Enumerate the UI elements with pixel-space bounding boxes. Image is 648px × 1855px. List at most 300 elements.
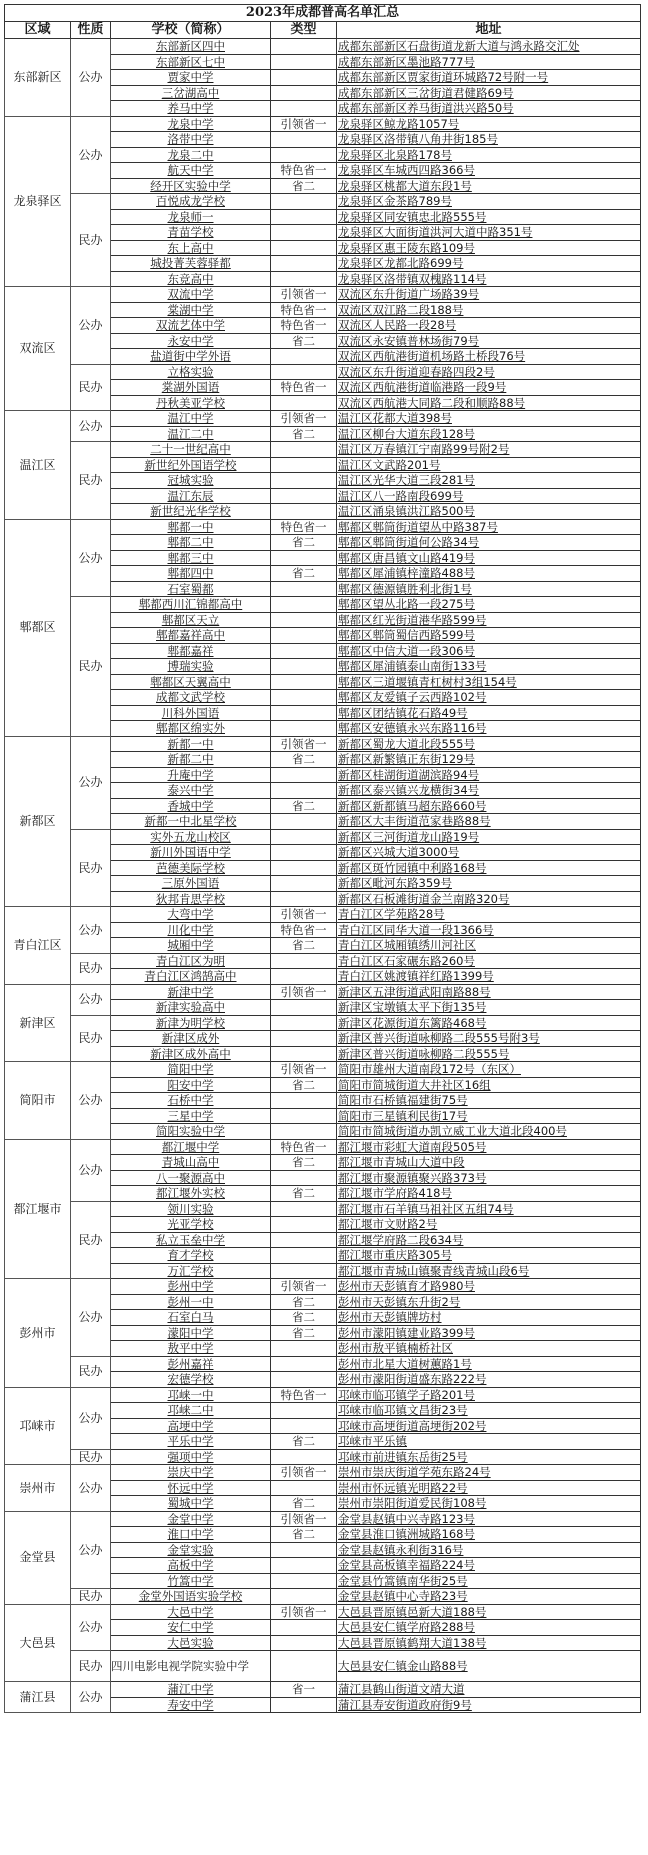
table-row — [5, 1387, 641, 1403]
school-level-cell — [271, 597, 337, 613]
school-name-cell: 三星中学 — [111, 1108, 271, 1124]
school-level-cell — [271, 1124, 337, 1140]
nature-cell: 公办 — [71, 116, 111, 194]
school-level-cell: 引领省一 — [271, 411, 337, 427]
title-row — [5, 5, 641, 22]
table-row — [5, 597, 641, 613]
school-address-cell: 新都区蜀龙大道北段555号 — [337, 736, 641, 752]
school-address-cell: 都江堰市彩虹大道南段505号 — [337, 1139, 641, 1155]
school-address-cell: 新津区花源街道东篱路468号 — [337, 1015, 641, 1031]
school-address-cell: 成都东部新区贾家街道环城路72号附一号 — [337, 70, 641, 86]
table-row — [5, 1279, 641, 1295]
school-level-cell — [271, 1635, 337, 1651]
school-address-cell: 新津区五津街道武阳南路88号 — [337, 984, 641, 1000]
school-level-cell — [271, 690, 337, 706]
school-name-cell: 新都二中 — [111, 752, 271, 768]
school-level-cell: 特色省一 — [271, 1387, 337, 1403]
school-level-cell — [271, 1542, 337, 1558]
school-level-cell — [271, 814, 337, 830]
school-level-cell — [271, 1480, 337, 1496]
school-level-cell — [271, 1558, 337, 1574]
school-address-cell: 大邑县安仁镇学府路288号 — [337, 1620, 641, 1636]
school-name-cell: 新世纪光华学校 — [111, 504, 271, 520]
school-level-cell: 省二 — [271, 566, 337, 582]
school-name-cell: 博瑞实验 — [111, 659, 271, 675]
school-name-cell: 私立玉垒中学 — [111, 1232, 271, 1248]
school-name-cell: 永安中学 — [111, 333, 271, 349]
school-address-cell: 新津区宝墩镇太平下街135号 — [337, 1000, 641, 1016]
nature-cell: 公办 — [71, 1062, 111, 1140]
school-name-cell: 郫都区天立 — [111, 612, 271, 628]
school-name-cell: 双流中学 — [111, 287, 271, 303]
district-cell: 青白江区 — [5, 907, 71, 985]
school-level-cell — [271, 1031, 337, 1047]
nature-cell: 民办 — [71, 442, 111, 520]
school-address-cell: 温江区文武路201号 — [337, 457, 641, 473]
school-level-cell — [271, 659, 337, 675]
school-name-cell: 新世纪外国语学校 — [111, 457, 271, 473]
table-row — [5, 1139, 641, 1155]
school-name-cell: 石桥中学 — [111, 1093, 271, 1109]
school-address-cell: 新津区普兴街道咏柳路二段555号 — [337, 1046, 641, 1062]
school-name-cell: 青城山高中 — [111, 1155, 271, 1171]
nature-cell: 公办 — [71, 736, 111, 829]
school-name-cell: 彭州嘉祥 — [111, 1356, 271, 1372]
school-level-cell — [271, 953, 337, 969]
school-address-cell: 邛崃市高埂街道高埂街202号 — [337, 1418, 641, 1434]
school-level-cell — [271, 473, 337, 489]
school-address-cell: 新都区大丰街道范家巷路88号 — [337, 814, 641, 830]
school-level-cell — [271, 256, 337, 272]
school-name-cell: 濛阳中学 — [111, 1325, 271, 1341]
school-address-cell: 简阳市简城街道办凯立威工业大道北段400号 — [337, 1124, 641, 1140]
school-level-cell — [271, 721, 337, 737]
table-row — [5, 1201, 641, 1217]
nature-cell: 民办 — [71, 829, 111, 907]
school-name-cell: 青苗学校 — [111, 225, 271, 241]
district-cell: 双流区 — [5, 287, 71, 411]
school-address-cell: 郫都区郫筒蜀信西路599号 — [337, 628, 641, 644]
table-row — [5, 364, 641, 380]
school-address-cell: 龙泉驿区洛带镇双槐路114号 — [337, 271, 641, 287]
school-level-cell: 引领省一 — [271, 984, 337, 1000]
district-cell: 邛崃市 — [5, 1387, 71, 1465]
school-address-cell: 彭州市濛阳街道盛东路222号 — [337, 1372, 641, 1388]
school-name-cell: 郫都区绵实外 — [111, 721, 271, 737]
nature-cell: 公办 — [71, 907, 111, 954]
school-name-cell: 百悦成龙学校 — [111, 194, 271, 210]
school-name-cell: 二十一世纪高中 — [111, 442, 271, 458]
district-cell: 大邑县 — [5, 1604, 71, 1682]
school-level-cell: 省二 — [271, 535, 337, 551]
school-level-cell — [271, 860, 337, 876]
school-level-cell — [271, 1418, 337, 1434]
district-cell: 新都区 — [5, 736, 71, 907]
school-name-cell: 光亚学校 — [111, 1217, 271, 1233]
school-name-cell: 育才学校 — [111, 1248, 271, 1264]
district-cell: 彭州市 — [5, 1279, 71, 1388]
school-address-cell: 崇州市崇阳街道爱民街108号 — [337, 1496, 641, 1512]
school-level-cell — [271, 1232, 337, 1248]
table-row — [5, 907, 641, 923]
district-cell: 都江堰市 — [5, 1139, 71, 1279]
school-level-cell — [271, 1372, 337, 1388]
school-address-cell: 龙泉驿区金茶路789号 — [337, 194, 641, 210]
school-name-cell: 都江堰外实校 — [111, 1186, 271, 1202]
header-nature: 性质 — [71, 22, 111, 39]
table-row — [5, 287, 641, 303]
school-address-cell: 都江堰市石羊镇马祖社区五组74号 — [337, 1201, 641, 1217]
nature-cell: 公办 — [71, 519, 111, 597]
school-level-cell — [271, 225, 337, 241]
school-name-cell: 新津中学 — [111, 984, 271, 1000]
school-name-cell: 崇庆中学 — [111, 1465, 271, 1481]
school-address-cell: 金堂县淮口镇洲城路168号 — [337, 1527, 641, 1543]
school-level-cell: 省一 — [271, 1682, 337, 1698]
school-level-cell — [271, 209, 337, 225]
school-address-cell: 龙泉驿区同安镇忠北路555号 — [337, 209, 641, 225]
school-name-cell: 彭州一中 — [111, 1294, 271, 1310]
school-address-cell: 大邑县安仁镇金山路88号 — [337, 1651, 641, 1682]
school-address-cell: 青白江区姚渡镇祥红路1399号 — [337, 969, 641, 985]
school-level-cell: 引领省一 — [271, 1465, 337, 1481]
school-level-cell — [271, 194, 337, 210]
school-name-cell: 航天中学 — [111, 163, 271, 179]
school-level-cell — [271, 1217, 337, 1233]
school-name-cell: 青白江区为明 — [111, 953, 271, 969]
school-name-cell: 大邑中学 — [111, 1604, 271, 1620]
school-level-cell: 省二 — [271, 1077, 337, 1093]
school-level-cell: 省二 — [271, 798, 337, 814]
school-level-cell — [271, 1403, 337, 1419]
school-address-cell: 郫都区郫筒街道何公路34号 — [337, 535, 641, 551]
school-level-cell: 引领省一 — [271, 907, 337, 923]
table-row — [5, 736, 641, 752]
school-address-cell: 双流区东升街道迎春路四段2号 — [337, 364, 641, 380]
school-name-cell: 淮口中学 — [111, 1527, 271, 1543]
school-address-cell: 青白江区学苑路28号 — [337, 907, 641, 923]
school-address-cell: 双流区东升街道广场路39号 — [337, 287, 641, 303]
school-address-cell: 邛崃市临邛镇文昌街23号 — [337, 1403, 641, 1419]
school-name-cell: 领川实验 — [111, 1201, 271, 1217]
school-level-cell — [271, 1449, 337, 1465]
school-name-cell: 立格实验 — [111, 364, 271, 380]
header-school: 学校（简称） — [111, 22, 271, 39]
school-level-cell — [271, 271, 337, 287]
school-address-cell: 龙泉驿区惠王陵东路109号 — [337, 240, 641, 256]
school-name-cell: 大弯中学 — [111, 907, 271, 923]
school-name-cell: 三岔湖高中 — [111, 85, 271, 101]
nature-cell: 民办 — [71, 1356, 111, 1387]
school-name-cell: 平乐中学 — [111, 1434, 271, 1450]
table-row — [5, 39, 641, 55]
school-address-cell: 新都区斑竹园镇中利路168号 — [337, 860, 641, 876]
school-address-cell: 金堂县高板镇幸福路224号 — [337, 1558, 641, 1574]
school-level-cell: 省二 — [271, 752, 337, 768]
school-level-cell: 引领省一 — [271, 1062, 337, 1078]
nature-cell: 公办 — [71, 1465, 111, 1512]
school-name-cell: 邛崃一中 — [111, 1387, 271, 1403]
school-name-cell: 新川外国语中学 — [111, 845, 271, 861]
school-name-cell: 东上高中 — [111, 240, 271, 256]
school-address-cell: 邛崃市临邛镇学子路201号 — [337, 1387, 641, 1403]
school-name-cell: 东部新区七中 — [111, 54, 271, 70]
school-address-cell: 郫都区望丛北路一段275号 — [337, 597, 641, 613]
school-name-cell: 东部新区四中 — [111, 39, 271, 55]
school-address-cell: 龙泉驿区龙都北路699号 — [337, 256, 641, 272]
school-name-cell: 新津区成外 — [111, 1031, 271, 1047]
school-level-cell — [271, 1000, 337, 1016]
school-level-cell — [271, 845, 337, 861]
school-level-cell — [271, 39, 337, 55]
school-name-cell: 温江东辰 — [111, 488, 271, 504]
nature-cell: 民办 — [71, 1449, 111, 1465]
school-name-cell: 彭州中学 — [111, 1279, 271, 1295]
school-name-cell: 邛崃二中 — [111, 1403, 271, 1419]
school-name-cell: 郫都三中 — [111, 550, 271, 566]
school-level-cell — [271, 1589, 337, 1605]
school-address-cell: 双流区西航港街道临港路一段9号 — [337, 380, 641, 396]
district-cell: 崇州市 — [5, 1465, 71, 1512]
school-address-cell: 郫都区郫筒街道望丛中路387号 — [337, 519, 641, 535]
school-level-cell: 省二 — [271, 1294, 337, 1310]
school-level-cell — [271, 349, 337, 365]
school-list-table — [4, 4, 641, 1713]
school-name-cell: 蒲江中学 — [111, 1682, 271, 1698]
school-level-cell — [271, 969, 337, 985]
nature-cell: 民办 — [71, 597, 111, 737]
table-row — [5, 984, 641, 1000]
school-level-cell — [271, 132, 337, 148]
school-address-cell: 蒲江县鹤山街道文靖大道 — [337, 1682, 641, 1698]
school-level-cell — [271, 1170, 337, 1186]
school-name-cell: 经开区实验中学 — [111, 178, 271, 194]
school-name-cell: 盐道街中学外语 — [111, 349, 271, 365]
school-address-cell: 都江堰市聚源镇聚兴路373号 — [337, 1170, 641, 1186]
header-district: 区域 — [5, 22, 71, 39]
school-address-cell: 简阳市简城街道大井社区16组 — [337, 1077, 641, 1093]
school-level-cell — [271, 1263, 337, 1279]
school-address-cell: 成都东部新区养马街道洪兴路50号 — [337, 101, 641, 117]
school-address-cell: 郫都区红光街道港华路599号 — [337, 612, 641, 628]
school-address-cell: 温江区万春镇江宁南路99号附2号 — [337, 442, 641, 458]
header-address: 地址 — [337, 22, 641, 39]
school-address-cell: 龙泉驿区大面街道洪河大道中路351号 — [337, 225, 641, 241]
school-address-cell: 郫都区三道堰镇青杠树村3组154号 — [337, 674, 641, 690]
school-name-cell: 强项中学 — [111, 1449, 271, 1465]
school-address-cell: 温江区花都大道398号 — [337, 411, 641, 427]
school-name-cell: 新津为明学校 — [111, 1015, 271, 1031]
school-address-cell: 青白江区石家碾东路260号 — [337, 953, 641, 969]
school-level-cell — [271, 70, 337, 86]
school-address-cell: 龙泉驿区洛带镇八角井街185号 — [337, 132, 641, 148]
school-level-cell: 引领省一 — [271, 1511, 337, 1527]
school-level-cell — [271, 488, 337, 504]
school-name-cell: 八一聚源高中 — [111, 1170, 271, 1186]
school-level-cell: 特色省一 — [271, 380, 337, 396]
school-level-cell — [271, 364, 337, 380]
school-level-cell — [271, 504, 337, 520]
school-address-cell: 郫都区犀浦镇梓潼路488号 — [337, 566, 641, 582]
school-level-cell — [271, 1015, 337, 1031]
school-address-cell: 都江堰市文财路2号 — [337, 1217, 641, 1233]
nature-cell: 公办 — [71, 1279, 111, 1357]
school-name-cell: 大邑实验 — [111, 1635, 271, 1651]
school-name-cell: 丹秋美亚学校 — [111, 395, 271, 411]
district-cell: 简阳市 — [5, 1062, 71, 1140]
table-row — [5, 116, 641, 132]
table-row — [5, 1449, 641, 1465]
school-name-cell: 升庵中学 — [111, 767, 271, 783]
school-name-cell: 成都文武学校 — [111, 690, 271, 706]
district-cell: 蒲江县 — [5, 1682, 71, 1713]
school-address-cell: 新都区泰兴镇兴龙横街34号 — [337, 783, 641, 799]
nature-cell: 公办 — [71, 1511, 111, 1589]
table-title: 2023年成都普高名单汇总 — [5, 5, 641, 22]
school-level-cell: 引领省一 — [271, 1604, 337, 1620]
school-address-cell: 龙泉驿区鲸龙路1057号 — [337, 116, 641, 132]
school-name-cell: 龙泉师一 — [111, 209, 271, 225]
school-name-cell: 城投菁芙蓉驿都 — [111, 256, 271, 272]
school-name-cell: 温江中学 — [111, 411, 271, 427]
school-address-cell: 金堂县竹篙镇南华街25号 — [337, 1573, 641, 1589]
school-level-cell — [271, 54, 337, 70]
school-address-cell: 彭州市天彭镇育才路980号 — [337, 1279, 641, 1295]
school-address-cell: 都江堰市学府路418号 — [337, 1186, 641, 1202]
header-level: 类型 — [271, 22, 337, 39]
school-level-cell: 特色省一 — [271, 1139, 337, 1155]
school-name-cell: 郫都嘉祥 — [111, 643, 271, 659]
school-address-cell: 温江区柳台大道东段128号 — [337, 426, 641, 442]
school-level-cell — [271, 876, 337, 892]
school-name-cell: 怀远中学 — [111, 1480, 271, 1496]
school-level-cell — [271, 1620, 337, 1636]
school-name-cell: 金堂外国语实验学校 — [111, 1589, 271, 1605]
table-row — [5, 1651, 641, 1682]
school-level-cell: 省二 — [271, 1310, 337, 1326]
school-level-cell — [271, 1046, 337, 1062]
school-level-cell — [271, 85, 337, 101]
school-address-cell: 崇州市崇庆街道学苑东路24号 — [337, 1465, 641, 1481]
table-row — [5, 1589, 641, 1605]
school-name-cell: 新都一中 — [111, 736, 271, 752]
school-name-cell: 郫都西川汇锦都高中 — [111, 597, 271, 613]
school-name-cell: 川化中学 — [111, 922, 271, 938]
school-name-cell: 新都一中北星学校 — [111, 814, 271, 830]
school-address-cell: 简阳市雄州大道南段172号（东区） — [337, 1062, 641, 1078]
school-address-cell: 彭州市敖平镇楠桥社区 — [337, 1341, 641, 1357]
school-address-cell: 郫都区友爱镇子云西路102号 — [337, 690, 641, 706]
school-name-cell: 青白江区鸿鹄高中 — [111, 969, 271, 985]
school-level-cell — [271, 1573, 337, 1589]
school-level-cell — [271, 767, 337, 783]
school-name-cell: 新津区成外高中 — [111, 1046, 271, 1062]
school-name-cell: 新津实验高中 — [111, 1000, 271, 1016]
school-level-cell — [271, 457, 337, 473]
school-address-cell: 邛崃市前进镇东岳街25号 — [337, 1449, 641, 1465]
school-address-cell: 温江区光华大道三段281号 — [337, 473, 641, 489]
school-name-cell: 三原外国语 — [111, 876, 271, 892]
school-level-cell — [271, 891, 337, 907]
school-level-cell — [271, 240, 337, 256]
school-name-cell: 简阳中学 — [111, 1062, 271, 1078]
school-name-cell: 川科外国语 — [111, 705, 271, 721]
school-address-cell: 成都东部新区石盘街道龙新大道与鸿永路交汇处 — [337, 39, 641, 55]
school-name-cell: 泰兴中学 — [111, 783, 271, 799]
school-name-cell: 金堂实验 — [111, 1542, 271, 1558]
school-address-cell: 新都区毗河东路359号 — [337, 876, 641, 892]
school-address-cell: 双流区永安镇普林场街79号 — [337, 333, 641, 349]
school-name-cell: 香城中学 — [111, 798, 271, 814]
table-row — [5, 1015, 641, 1031]
school-level-cell: 引领省一 — [271, 736, 337, 752]
district-cell: 温江区 — [5, 411, 71, 520]
nature-cell: 民办 — [71, 1589, 111, 1605]
school-name-cell: 高板中学 — [111, 1558, 271, 1574]
school-level-cell — [271, 1201, 337, 1217]
school-level-cell — [271, 612, 337, 628]
school-name-cell: 简阳实验中学 — [111, 1124, 271, 1140]
school-name-cell: 蜀城中学 — [111, 1496, 271, 1512]
school-address-cell: 郫都区唐昌镇文山路419号 — [337, 550, 641, 566]
table-row — [5, 194, 641, 210]
school-name-cell: 棠湖中学 — [111, 302, 271, 318]
school-name-cell: 狄邦肯思学校 — [111, 891, 271, 907]
school-name-cell: 金堂中学 — [111, 1511, 271, 1527]
school-name-cell: 洛带中学 — [111, 132, 271, 148]
school-level-cell: 省二 — [271, 1325, 337, 1341]
school-name-cell: 石室白马 — [111, 1310, 271, 1326]
table-body — [5, 39, 641, 1713]
school-level-cell — [271, 643, 337, 659]
school-address-cell: 都江堰市青城山大道中段 — [337, 1155, 641, 1171]
school-name-cell: 温江二中 — [111, 426, 271, 442]
nature-cell: 民办 — [71, 194, 111, 287]
school-level-cell: 特色省一 — [271, 519, 337, 535]
school-level-cell: 省二 — [271, 1527, 337, 1543]
school-address-cell: 金堂县赵镇中兴寺路123号 — [337, 1511, 641, 1527]
table-row — [5, 1465, 641, 1481]
school-name-cell: 养马中学 — [111, 101, 271, 117]
school-address-cell: 新都区桂湖街道湖滨路94号 — [337, 767, 641, 783]
table-row — [5, 411, 641, 427]
nature-cell: 民办 — [71, 1651, 111, 1682]
header-row — [5, 22, 641, 39]
school-address-cell: 彭州市北星大道树蕙路1号 — [337, 1356, 641, 1372]
school-address-cell: 都江堰学府路二段634号 — [337, 1232, 641, 1248]
school-name-cell: 郫都四中 — [111, 566, 271, 582]
nature-cell: 公办 — [71, 1387, 111, 1449]
school-name-cell: 郫都一中 — [111, 519, 271, 535]
table-row — [5, 1682, 641, 1698]
school-name-cell: 棠湖外国语 — [111, 380, 271, 396]
school-name-cell: 寿安中学 — [111, 1697, 271, 1713]
district-cell: 金堂县 — [5, 1511, 71, 1604]
school-address-cell: 郫都区德源镇胜利北街1号 — [337, 581, 641, 597]
school-level-cell — [271, 1356, 337, 1372]
school-address-cell: 彭州市濛阳镇建业路399号 — [337, 1325, 641, 1341]
school-address-cell: 双流区人民路一段28号 — [337, 318, 641, 334]
school-name-cell: 阳安中学 — [111, 1077, 271, 1093]
school-level-cell: 省二 — [271, 1186, 337, 1202]
school-name-cell: 高埂中学 — [111, 1418, 271, 1434]
school-address-cell: 龙泉驿区车城西四路366号 — [337, 163, 641, 179]
school-level-cell — [271, 395, 337, 411]
school-level-cell: 引领省一 — [271, 116, 337, 132]
school-name-cell: 石室蜀都 — [111, 581, 271, 597]
table-row — [5, 519, 641, 535]
school-level-cell: 省二 — [271, 938, 337, 954]
